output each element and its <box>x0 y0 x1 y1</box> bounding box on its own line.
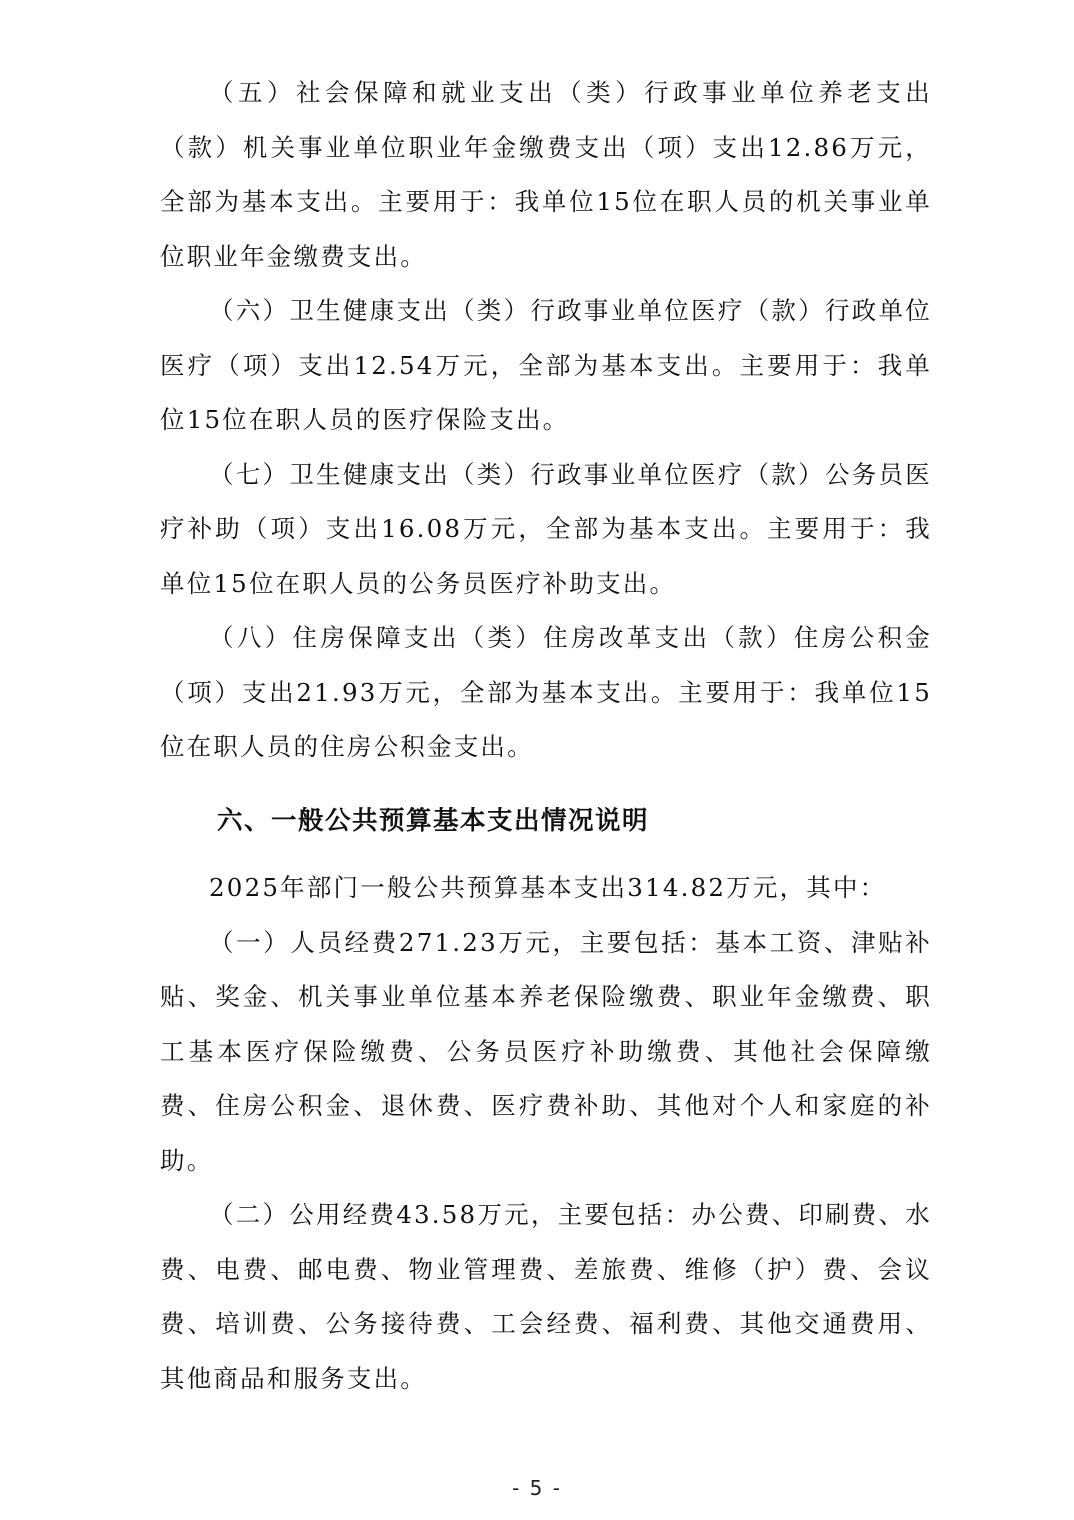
section-item-public: （二）公用经费43.58万元，主要包括：办公费、印刷费、水费、电费、邮电费、物业管理费、差旅费、维修（护）费、会议费、培训费、公务接待费、工会经费、福利费、其他交通费用、其他商品和服务支出。 <box>160 1200 932 1393</box>
page-number: - 5 - <box>512 1476 562 1500</box>
paragraph-item-8: （八）住房保障支出（类）住房改革支出（款）住房公积金（项）支出21.93万元，全部为基本支出。主要用于：我单位15位在职人员的住房公积金支出。 <box>160 623 932 761</box>
section-item-personnel: （一）人员经费271.23万元，主要包括：基本工资、津贴补贴、奖金、机关事业单位基本养老保险缴费、职业年金缴费、职工基本医疗保险缴费、公务员医疗补助缴费、其他社会保障缴费、住房公积金、退休费、医疗费补助、其他对个人和家庭的补助。 <box>160 927 932 1175</box>
paragraph-item-5: （五）社会保障和就业支出（类）行政事业单位养老支出（款）机关事业单位职业年金缴费支出（项）支出12.86万元，全部为基本支出。主要用于：我单位15位在职人员的机关事业单位职业年金缴费支出。 <box>160 78 932 271</box>
section-heading: 六、一般公共预算基本支出情况说明 <box>217 806 650 836</box>
paragraph-item-7: （七）卫生健康支出（类）行政事业单位医疗（款）公务员医疗补助（项）支出16.08万元，全部为基本支出。主要用于：我单位15位在职人员的公务员医疗补助支出。 <box>160 459 932 598</box>
section-intro: 2025年部门一般公共预算基本支出314.82万元，其中： <box>209 873 887 902</box>
document-page <box>160 66 932 1393</box>
section-body <box>160 861 932 1406</box>
paragraph-item-6: （六）卫生健康支出（类）行政事业单位医疗（款）行政单位医疗（项）支出12.54万元，全部为基本支出。主要用于：我单位15位在职人员的医疗保险支出。 <box>160 296 932 434</box>
